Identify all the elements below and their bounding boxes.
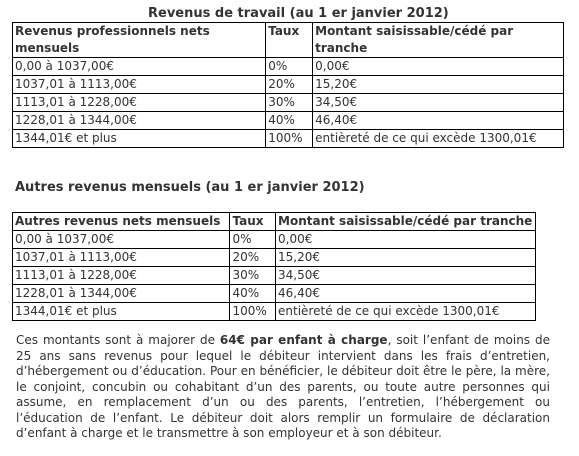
column-header-montant: Montant saisissable/cédé par tranche: [313, 23, 564, 58]
cell-montant: 34,50€: [276, 267, 536, 285]
cell-montant: entièreté de ce qui excède 1300,01€: [276, 303, 536, 321]
column-header-revenus: Autres revenus nets mensuels: [13, 213, 230, 231]
table-row: [13, 112, 564, 130]
cell-tranche: 0,00 à 1037,00€: [13, 231, 230, 249]
cell-montant: 34,50€: [313, 94, 564, 112]
table-row: [13, 231, 536, 249]
cell-montant: entièreté de ce qui excède 1300,01€: [313, 130, 564, 148]
cell-taux: 40%: [230, 285, 276, 303]
table-revenus-travail: [12, 22, 564, 148]
cell-montant: 15,20€: [276, 249, 536, 267]
table-header-row: [13, 23, 564, 58]
cell-tranche: 1113,01 à 1228,00€: [13, 94, 266, 112]
table-row: [13, 58, 564, 76]
cell-tranche: 1037,01 à 1113,00€: [13, 76, 266, 94]
cell-montant: 46,40€: [313, 112, 564, 130]
paragraph-bold-amount: 64€ par enfant à charge: [219, 333, 388, 347]
cell-tranche: 1344,01€ et plus: [13, 130, 266, 148]
explanatory-paragraph: [16, 333, 550, 442]
column-header-taux: Taux: [230, 213, 276, 231]
table-row: [13, 249, 536, 267]
table-row: [13, 94, 564, 112]
table-row: [13, 285, 536, 303]
table-autres-revenus: [12, 212, 536, 321]
table-header-row: [13, 213, 536, 231]
cell-tranche: 1344,01€ et plus: [13, 303, 230, 321]
cell-montant: 46,40€: [276, 285, 536, 303]
column-header-taux: Taux: [266, 23, 313, 58]
cell-taux: 30%: [266, 94, 313, 112]
table-row: [13, 267, 536, 285]
cell-taux: 40%: [266, 112, 313, 130]
cell-tranche: 0,00 à 1037,00€: [13, 58, 266, 76]
cell-montant: 0,00€: [276, 231, 536, 249]
cell-taux: 30%: [230, 267, 276, 285]
table2-title: Autres revenus mensuels (au 1 er janvier 2012): [15, 180, 365, 195]
cell-taux: 20%: [266, 76, 313, 94]
cell-montant: 0,00€: [313, 58, 564, 76]
cell-taux: 20%: [230, 249, 276, 267]
cell-tranche: 1228,01 à 1344,00€: [13, 285, 230, 303]
cell-taux: 100%: [266, 130, 313, 148]
paragraph-text-end: , soit l’enfant de moins de 25 ans sans revenus pour lequel le débiteur intervient dans les frais d’entretien, d’hébergement ou d’éducation. Pour en bénéficier, le débiteur doit être le père, la mère, le conjoint, concubin ou cohabitant d’un des parents, ou toute autre personnes qui assume, en remplacement d’un ou des parents, l’entretien, l’hébergement ou l’éducation de l’enfant. Le débiteur doit alors remplir un formulaire de déclaration d’enfant à charge et le transmettre à son employeur et à son débiteur.: [16, 333, 550, 440]
table-row: [13, 76, 564, 94]
cell-tranche: 1228,01 à 1344,00€: [13, 112, 266, 130]
table-row: [13, 130, 564, 148]
cell-taux: 0%: [266, 58, 313, 76]
cell-montant: 15,20€: [313, 76, 564, 94]
table-row: [13, 303, 536, 321]
table1-title: Revenus de travail (au 1 er janvier 2012): [148, 6, 449, 21]
cell-tranche: 1113,01 à 1228,00€: [13, 267, 230, 285]
cell-taux: 0%: [230, 231, 276, 249]
column-header-montant: Montant saisissable/cédé par tranche: [276, 213, 536, 231]
column-header-revenus: Revenus professionnels nets mensuels: [13, 23, 266, 58]
cell-tranche: 1037,01 à 1113,00€: [13, 249, 230, 267]
paragraph-text-start: Ces montants sont à majorer de: [16, 333, 220, 347]
cell-taux: 100%: [230, 303, 276, 321]
